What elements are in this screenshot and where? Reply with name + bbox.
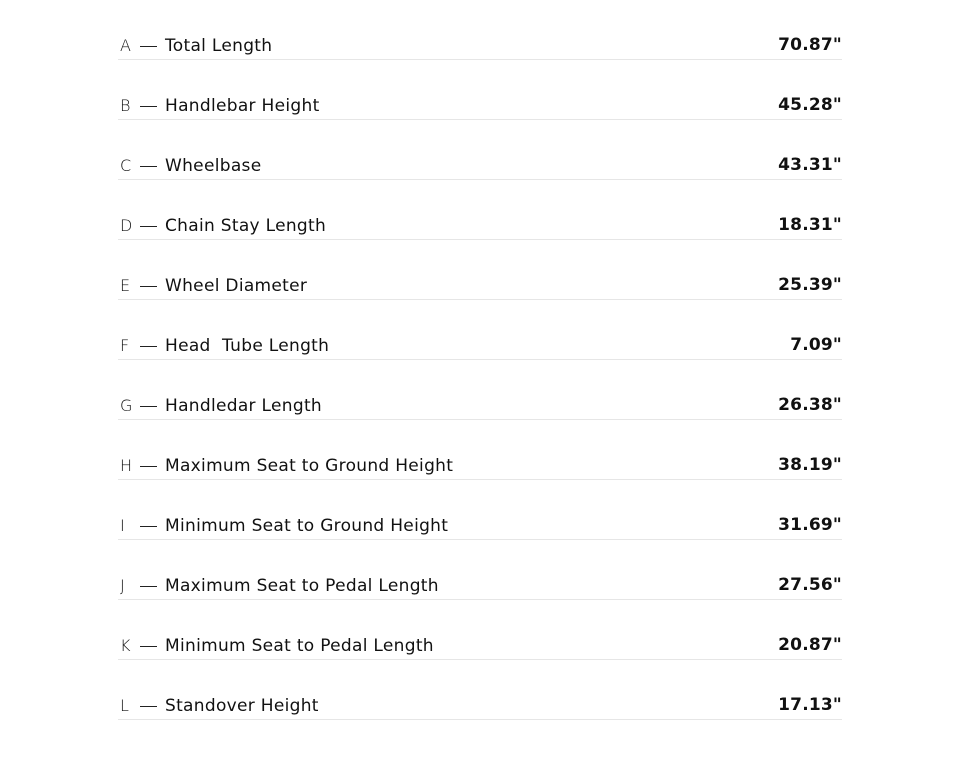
spec-label: Handledar Length bbox=[165, 396, 322, 416]
dash-divider bbox=[140, 336, 157, 347]
dash-divider bbox=[140, 156, 157, 167]
spec-letter: F bbox=[120, 336, 130, 355]
spec-letter: B bbox=[120, 96, 131, 115]
spec-letter: E bbox=[120, 276, 131, 295]
spec-letter: G bbox=[120, 396, 133, 415]
spec-value: 70.87" bbox=[778, 35, 842, 55]
spec-letter: I bbox=[120, 516, 125, 535]
dash-divider bbox=[140, 396, 157, 407]
spec-label: Standover Height bbox=[165, 696, 319, 716]
spec-letter: A bbox=[120, 36, 132, 55]
spec-row-j bbox=[118, 540, 842, 600]
spec-row-c bbox=[118, 120, 842, 180]
spec-list bbox=[118, 0, 842, 720]
dash-divider bbox=[140, 276, 157, 287]
spec-letter: H bbox=[120, 456, 133, 475]
spec-value: 31.69" bbox=[778, 515, 842, 535]
dash-divider bbox=[140, 636, 157, 647]
spec-label: Maximum Seat to Ground Height bbox=[165, 456, 454, 476]
dash-divider bbox=[140, 696, 157, 707]
spec-value: 45.28" bbox=[778, 95, 842, 115]
spec-row-i bbox=[118, 480, 842, 540]
spec-row-e bbox=[118, 240, 842, 300]
spec-letter: D bbox=[120, 216, 133, 235]
spec-value: 43.31" bbox=[778, 155, 842, 175]
spec-row-f bbox=[118, 300, 842, 360]
dash-divider bbox=[140, 576, 157, 587]
spec-label: Minimum Seat to Pedal Length bbox=[165, 636, 434, 656]
spec-value: 7.09" bbox=[790, 335, 842, 355]
spec-row-d bbox=[118, 180, 842, 240]
spec-row-a bbox=[118, 0, 842, 60]
spec-row-b bbox=[118, 60, 842, 120]
spec-value: 20.87" bbox=[778, 635, 842, 655]
spec-label: Total Length bbox=[165, 36, 273, 56]
spec-value: 38.19" bbox=[778, 455, 842, 475]
spec-value: 26.38" bbox=[778, 395, 842, 415]
spec-value: 27.56" bbox=[778, 575, 842, 595]
spec-letter: L bbox=[120, 696, 130, 715]
spec-row-k bbox=[118, 600, 842, 660]
spec-row-g bbox=[118, 360, 842, 420]
spec-label: Handlebar Height bbox=[165, 96, 320, 116]
dash-divider bbox=[140, 96, 157, 107]
spec-label: Wheelbase bbox=[165, 156, 262, 176]
spec-row-l bbox=[118, 660, 842, 720]
spec-value: 25.39" bbox=[778, 275, 842, 295]
dash-divider bbox=[140, 516, 157, 527]
dash-divider bbox=[140, 36, 157, 47]
spec-value: 17.13" bbox=[778, 695, 842, 715]
spec-label: Head Tube Length bbox=[165, 336, 330, 356]
spec-value: 18.31" bbox=[778, 215, 842, 235]
spec-letter: K bbox=[120, 636, 131, 655]
spec-label: Maximum Seat to Pedal Length bbox=[165, 576, 439, 596]
spec-letter: J bbox=[120, 576, 125, 595]
dash-divider bbox=[140, 456, 157, 467]
spec-label: Minimum Seat to Ground Height bbox=[165, 516, 449, 536]
dash-divider bbox=[140, 216, 157, 227]
spec-label: Wheel Diameter bbox=[165, 276, 308, 296]
spec-label: Chain Stay Length bbox=[165, 216, 327, 236]
spec-letter: C bbox=[120, 156, 132, 175]
spec-row-h bbox=[118, 420, 842, 480]
